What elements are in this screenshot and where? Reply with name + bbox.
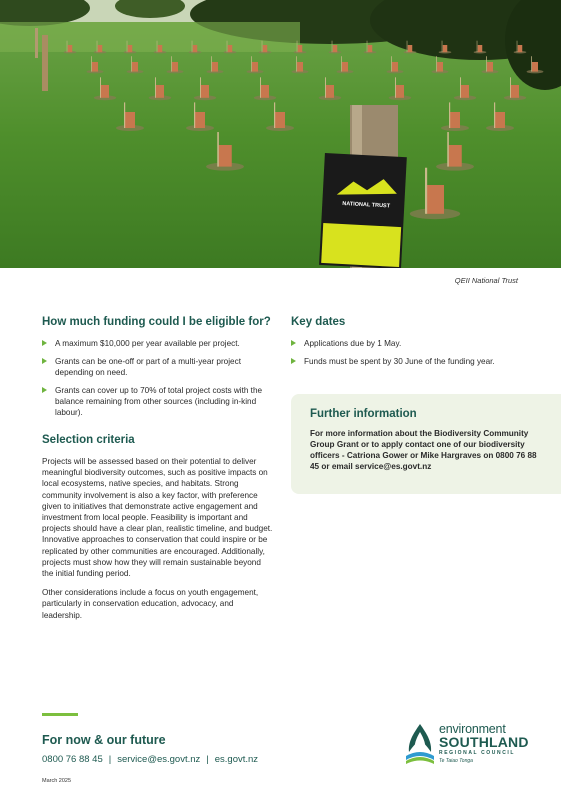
right-column bbox=[291, 316, 531, 374]
plant-sleeve bbox=[263, 45, 268, 52]
plant-sleeve bbox=[426, 185, 444, 214]
plant-sleeve bbox=[261, 85, 269, 98]
plant-sleeve bbox=[437, 62, 443, 72]
further-info-text: For more information about the Biodiversity Community Group Grant or to apply contact one of our biodiversity officers - Catriona Gower or Mike Hargraves on 0800 76 88 45 or email service@es.govt.nz bbox=[310, 429, 537, 471]
plant-sleeve bbox=[511, 85, 519, 98]
sign-text: NATIONAL TRUST bbox=[342, 200, 391, 210]
footer-accent-rule bbox=[42, 713, 78, 716]
plant-sleeve bbox=[92, 62, 98, 72]
plant-sleeve bbox=[212, 62, 218, 72]
bullet-triangle-icon bbox=[42, 387, 47, 393]
key-dates-heading: Key dates bbox=[291, 316, 346, 328]
plant-sleeve bbox=[201, 85, 209, 98]
plant-sleeve bbox=[275, 112, 285, 128]
plant-sleeve bbox=[101, 85, 109, 98]
selection-paragraph: Other considerations include a focus on youth engagement, particularly in conservation education, advocacy, and leadership. bbox=[42, 588, 259, 620]
plant-sleeve bbox=[532, 62, 538, 72]
selection-paragraph: Projects will be assessed based on their potential to deliver meaningful biodiversity outcomes, such as positive impacts on local ecosystems, native species, and habitats. Strong community involvement is also a key factor, with preference given to initiatives that demonstrate active engagement and investment from local people. Feasibility is important and projects should have a clear plan, realistic timeline, and budget. Innovative approaches to conservation that could inspire or be replicated by other communities are encouraged. Additionally, projects must show how they will remain sustainable beyond the initial funding period. bbox=[42, 457, 273, 579]
plant-sleeve bbox=[448, 145, 462, 167]
bullet-triangle-icon bbox=[291, 358, 296, 364]
plant-sleeve bbox=[128, 45, 133, 52]
plant-sleeve bbox=[252, 62, 258, 72]
plant-sleeve bbox=[132, 62, 138, 72]
plant-sleeve bbox=[228, 45, 233, 52]
plant-sleeve bbox=[495, 112, 505, 128]
logo-line-environment: environment bbox=[439, 722, 506, 736]
photo-caption: QEII National Trust bbox=[454, 276, 518, 285]
plant-sleeve bbox=[342, 62, 348, 72]
left-column bbox=[42, 316, 274, 629]
separator: | bbox=[206, 754, 209, 765]
plant-sleeve bbox=[297, 62, 303, 72]
plant-sleeve bbox=[396, 85, 404, 98]
plant-sleeve bbox=[518, 45, 523, 52]
list-item: Grants can cover up to 70% of total project costs with the balance remaining from other sources (including in-kind labour). bbox=[42, 385, 274, 418]
funding-list bbox=[42, 338, 274, 418]
environment-southland-logo bbox=[403, 720, 528, 770]
plant-sleeve bbox=[392, 62, 398, 72]
list-item: Applications due by 1 May. bbox=[291, 338, 531, 349]
footer-tagline: For now & our future bbox=[42, 733, 166, 747]
plant-sleeve bbox=[461, 85, 469, 98]
email-link[interactable]: service@es.govt.nz bbox=[117, 754, 201, 765]
plant-sleeve bbox=[218, 145, 232, 167]
website-link[interactable]: es.govt.nz bbox=[214, 754, 259, 765]
plant-sleeve bbox=[156, 85, 164, 98]
plant-sleeve bbox=[333, 45, 338, 52]
plant-sleeve bbox=[125, 112, 135, 128]
list-item: Grants can be one-off or part of a multi-year project depending on need. bbox=[42, 356, 274, 378]
plant-sleeve bbox=[487, 62, 493, 72]
further-info-heading: Further information bbox=[310, 408, 417, 420]
plant-sleeve bbox=[193, 45, 198, 52]
separator: | bbox=[108, 754, 112, 765]
plant-sleeve bbox=[443, 45, 448, 52]
plant-sleeve bbox=[158, 45, 163, 52]
footer-contact bbox=[42, 754, 258, 765]
plant-sleeve bbox=[98, 45, 103, 52]
bullet-triangle-icon bbox=[291, 340, 296, 346]
phone-number[interactable]: 0800 76 88 45 bbox=[42, 754, 103, 765]
logo-line-southland: SOUTHLAND bbox=[439, 734, 529, 750]
logo-line-maori-name: Te Taiao Tonga bbox=[439, 758, 473, 764]
bullet-triangle-icon bbox=[42, 340, 47, 346]
environment-southland-mark-icon bbox=[403, 720, 437, 766]
plant-sleeve bbox=[298, 45, 303, 52]
plant-sleeve bbox=[450, 112, 460, 128]
plant-sleeve bbox=[68, 45, 73, 52]
publication-date: March 2025 bbox=[42, 778, 72, 784]
list-item: A maximum $10,000 per year available per project. bbox=[42, 338, 274, 349]
list-item: Funds must be spent by 30 June of the funding year. bbox=[291, 356, 531, 367]
plant-sleeve bbox=[408, 45, 413, 52]
further-info-box bbox=[291, 394, 561, 494]
selection-heading: Selection criteria bbox=[42, 434, 135, 446]
plant-sleeve bbox=[368, 45, 373, 52]
plant-sleeve bbox=[326, 85, 334, 98]
planting-site-photo bbox=[0, 0, 561, 268]
plant-sleeve bbox=[478, 45, 483, 52]
bullet-triangle-icon bbox=[42, 358, 47, 364]
logo-line-regional-council: REGIONAL COUNCIL bbox=[439, 750, 516, 756]
hero-photo bbox=[0, 0, 561, 268]
funding-heading: How much funding could I be eligible for? bbox=[42, 316, 271, 328]
key-dates-list bbox=[291, 338, 531, 367]
selection-section bbox=[42, 434, 274, 621]
plant-sleeve bbox=[195, 112, 205, 128]
plant-sleeve bbox=[172, 62, 178, 72]
